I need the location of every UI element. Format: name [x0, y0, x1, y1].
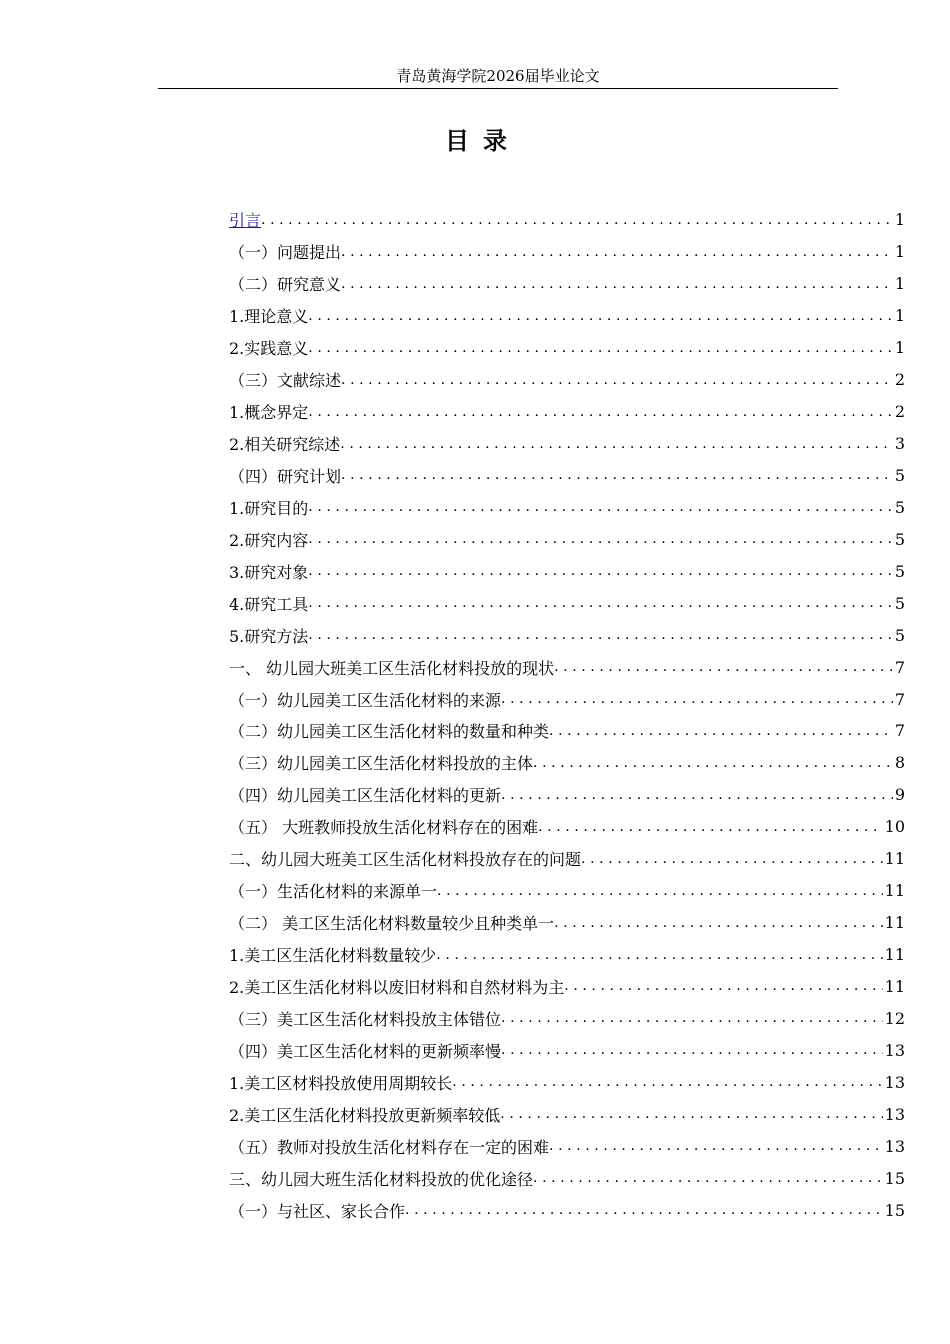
toc-page-number: 5: [894, 497, 905, 517]
toc-leader-dots: [533, 1170, 883, 1186]
toc-entry-label: 2.美工区生活化材料以废旧材料和自然材料为主: [229, 977, 565, 997]
toc-leader-dots: [308, 563, 893, 579]
toc-leader-dots: [261, 212, 893, 228]
toc-entry[interactable]: [229, 1098, 905, 1130]
toc-leader-dots: [308, 499, 893, 515]
toc-entry[interactable]: [229, 779, 905, 811]
toc-page-number: 1: [894, 338, 905, 358]
toc-page-number: 7: [894, 657, 905, 677]
toc-entry[interactable]: [229, 747, 905, 779]
toc-entry[interactable]: [229, 396, 905, 428]
toc-page-number: 11: [884, 913, 905, 933]
toc-entry[interactable]: [229, 971, 905, 1003]
toc-page-number: 2: [894, 370, 905, 390]
toc-page-number: 10: [884, 817, 905, 837]
toc-entry[interactable]: [229, 460, 905, 492]
toc-leader-dots: [405, 1202, 883, 1218]
toc-leader-dots: [308, 595, 893, 611]
toc-page-number: 1: [894, 210, 905, 230]
toc-entry-label: （五）教师对投放生活化材料存在一定的困难: [229, 1137, 550, 1157]
toc-entry-label: 二、幼儿园大班美工区生活化材料投放存在的问题: [229, 850, 582, 870]
toc-entry-label: 1.美工区材料投放使用周期较长: [229, 1073, 453, 1093]
header-divider: [158, 88, 838, 89]
toc-entry[interactable]: [229, 619, 905, 651]
toc-entry-label: （二）幼儿园美工区生活化材料的数量和种类: [229, 722, 550, 742]
toc-entry-label: （二）研究意义: [229, 275, 342, 295]
toc-page-number: 13: [884, 1136, 905, 1156]
toc-leader-dots: [549, 1138, 883, 1154]
toc-leader-dots: [500, 1106, 882, 1122]
toc-entry-label: 4.研究工具: [229, 594, 309, 614]
toc-leader-dots: [308, 308, 893, 324]
toc-page-number: 9: [894, 785, 905, 805]
toc-leader-dots: [341, 467, 893, 483]
toc-entry-label: （一）问题提出: [229, 243, 342, 263]
toc-leader-dots: [436, 947, 882, 963]
toc-leader-dots: [564, 978, 882, 994]
toc-entry[interactable]: [229, 491, 905, 523]
toc-leader-dots: [549, 723, 893, 739]
toc-entry-label: （四）研究计划: [229, 466, 342, 486]
toc-entry-label: （一）幼儿园美工区生活化材料的来源: [229, 690, 502, 710]
toc-leader-dots: [581, 851, 883, 867]
toc-entry[interactable]: [229, 300, 905, 332]
toc-entry-label: （三）文献综述: [229, 371, 342, 391]
toc-entry-label: 3.研究对象: [229, 562, 309, 582]
toc-entry-link[interactable]: 引言: [229, 211, 262, 231]
toc-entry[interactable]: [229, 1066, 905, 1098]
toc-page-number: 7: [894, 721, 905, 741]
toc-leader-dots: [501, 1010, 883, 1026]
toc-entry-label: 2.实践意义: [229, 339, 309, 359]
toc-page-number: 11: [884, 849, 905, 869]
toc-leader-dots: [554, 659, 893, 675]
toc-entry-label: （三）幼儿园美工区生活化材料投放的主体: [229, 754, 534, 774]
toc-entry-label: 1.研究目的: [229, 498, 309, 518]
toc-leader-dots: [308, 340, 893, 356]
toc-entry[interactable]: [229, 683, 905, 715]
toc-page-number: 5: [894, 529, 905, 549]
toc-leader-dots: [340, 436, 893, 452]
toc-entry[interactable]: [229, 587, 905, 619]
toc-entry[interactable]: [229, 875, 905, 907]
toc-page-number: 13: [884, 1072, 905, 1092]
table-of-contents: [229, 204, 905, 1226]
toc-page-number: 13: [884, 1040, 905, 1060]
toc-entry[interactable]: [229, 1002, 905, 1034]
toc-page-number: 2: [894, 402, 905, 422]
toc-page-number: 5: [894, 465, 905, 485]
toc-page-number: 12: [884, 1008, 905, 1028]
toc-entry-label: （五） 大班教师投放生活化材料存在的困难: [229, 818, 539, 838]
toc-entry-label: （一）生活化材料的来源单一: [229, 882, 438, 902]
toc-page-number: 15: [884, 1168, 905, 1188]
toc-entry[interactable]: [229, 939, 905, 971]
toc-leader-dots: [308, 531, 893, 547]
toc-entry-label: （二） 美工区生活化材料数量较少且种类单一: [229, 914, 555, 934]
toc-entry[interactable]: [229, 1034, 905, 1066]
toc-entry[interactable]: [229, 843, 905, 875]
toc-entry-label: 5.研究方法: [229, 626, 309, 646]
toc-entry-label: （三）美工区生活化材料投放主体错位: [229, 1009, 502, 1029]
toc-leader-dots: [452, 1074, 882, 1090]
toc-entry[interactable]: [229, 907, 905, 939]
toc-entry[interactable]: [229, 555, 905, 587]
page-title: 目录: [445, 127, 521, 155]
toc-leader-dots: [533, 755, 893, 771]
toc-leader-dots: [341, 244, 893, 260]
toc-page-number: 1: [894, 306, 905, 326]
toc-entry-label: 三、幼儿园大班生活化材料投放的优化途径: [229, 1169, 534, 1189]
toc-entry-label: 2.相关研究综述: [229, 435, 341, 455]
toc-page-number: 8: [894, 753, 905, 773]
toc-entry[interactable]: [229, 811, 905, 843]
toc-leader-dots: [501, 787, 893, 803]
toc-page-number: 7: [894, 689, 905, 709]
toc-entry[interactable]: [229, 651, 905, 683]
toc-leader-dots: [538, 819, 883, 835]
running-header: 青岛黄海学院2026届毕业论文: [396, 67, 600, 85]
toc-entry-label: 2.研究内容: [229, 530, 309, 550]
toc-page-number: 11: [884, 881, 905, 901]
toc-page-number: 3: [894, 434, 905, 454]
toc-entry-label: 1.美工区生活化材料数量较少: [229, 946, 437, 966]
toc-entry-label: 1.概念界定: [229, 403, 309, 423]
toc-entry-label: （四）幼儿园美工区生活化材料的更新: [229, 786, 502, 806]
toc-page-number: 5: [894, 593, 905, 613]
toc-entry-label: 一、 幼儿园大班美工区生活化材料投放的现状: [229, 658, 555, 678]
toc-leader-dots: [554, 915, 883, 931]
toc-entry-label: （四）美工区生活化材料的更新频率慢: [229, 1041, 502, 1061]
toc-leader-dots: [501, 691, 893, 707]
toc-entry[interactable]: [229, 523, 905, 555]
toc-entry-label: 2.美工区生活化材料投放更新频率较低: [229, 1105, 501, 1125]
toc-entry[interactable]: [229, 715, 905, 747]
toc-page-number: 1: [894, 274, 905, 294]
toc-page-number: 5: [894, 625, 905, 645]
toc-entry[interactable]: [229, 332, 905, 364]
toc-entry[interactable]: [229, 1194, 905, 1226]
toc-entry[interactable]: [229, 204, 905, 236]
toc-leader-dots: [341, 276, 893, 292]
toc-leader-dots: [437, 883, 883, 899]
toc-page-number: 5: [894, 561, 905, 581]
toc-leader-dots: [341, 372, 893, 388]
toc-page-number: 13: [884, 1104, 905, 1124]
toc-entry-label: （一）与社区、家长合作: [229, 1201, 406, 1221]
toc-leader-dots: [308, 404, 893, 420]
toc-entry[interactable]: [229, 268, 905, 300]
toc-entry-label: 1.理论意义: [229, 307, 309, 327]
toc-entry[interactable]: [229, 428, 905, 460]
toc-entry[interactable]: [229, 1130, 905, 1162]
toc-entry[interactable]: [229, 1162, 905, 1194]
toc-page-number: 1: [894, 242, 905, 262]
toc-page-number: 11: [884, 945, 905, 965]
toc-entry[interactable]: [229, 364, 905, 396]
toc-leader-dots: [308, 627, 893, 643]
toc-leader-dots: [501, 1042, 883, 1058]
toc-page-number: 11: [884, 976, 905, 996]
toc-page-number: 15: [884, 1200, 905, 1220]
toc-entry[interactable]: [229, 236, 905, 268]
